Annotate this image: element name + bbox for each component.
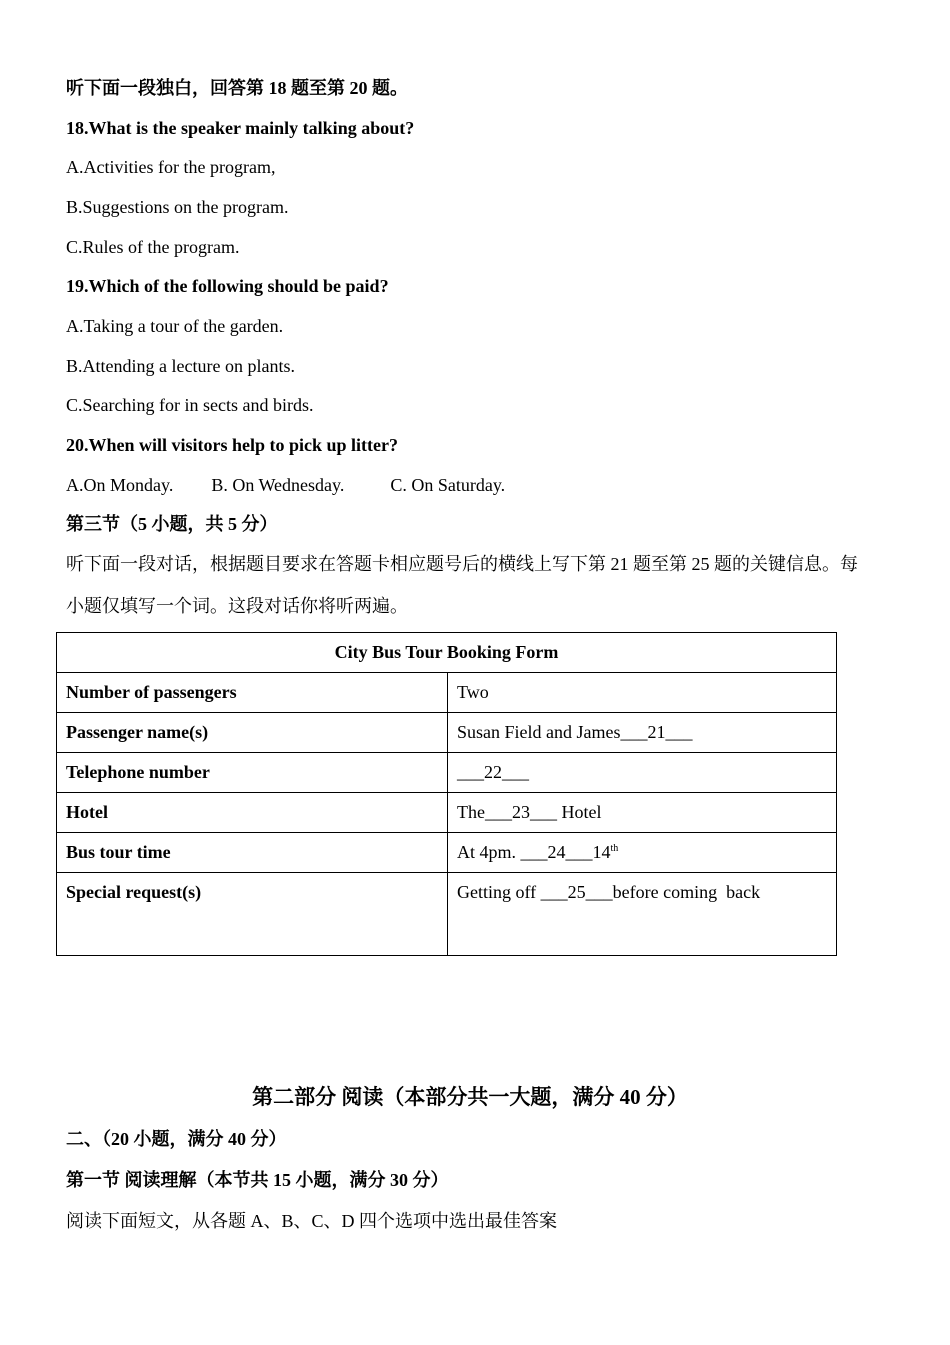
row-value-blank-21[interactable]: Susan Field and James___21___ <box>448 713 837 753</box>
table-row <box>57 713 837 753</box>
section-3-heading: 第三节（5 小题，共 5 分） <box>66 514 278 534</box>
booking-form-table <box>56 632 837 956</box>
bus-tour-time-text: At 4pm. ___24___14 <box>457 842 611 862</box>
question-18-option-b[interactable]: B.Suggestions on the program. <box>66 197 289 217</box>
ordinal-suffix: th <box>610 843 619 854</box>
table-row <box>57 753 837 793</box>
reading-instruction: 阅读下面短文，从各题 A、B、C、D 四个选项中选出最佳答案 <box>66 1211 558 1231</box>
booking-form-title: City Bus Tour Booking Form <box>57 633 837 673</box>
row-label: Number of passengers <box>57 673 448 713</box>
row-label: Special request(s) <box>57 873 448 956</box>
question-19-option-c[interactable]: C.Searching for in sects and birds. <box>66 395 314 415</box>
row-label: Bus tour time <box>57 833 448 873</box>
question-20-option-c[interactable]: C. On Saturday. <box>390 475 506 495</box>
table-row <box>57 673 837 713</box>
question-20-option-a[interactable]: A.On Monday. <box>66 475 174 495</box>
row-value-blank-24[interactable] <box>448 833 837 873</box>
row-value-blank-25[interactable]: Getting off ___25___before coming back <box>448 873 837 956</box>
question-20-stem: 20.When will visitors help to pick up litter? <box>66 435 399 455</box>
question-18-option-a[interactable]: A.Activities for the program, <box>66 157 276 177</box>
table-row <box>57 793 837 833</box>
question-19-stem: 19.Which of the following should be paid? <box>66 276 389 296</box>
section-3-instruction: 听下面一段对话，根据题目要求在答题卡相应题号后的横线上写下第 21 题至第 25 题的关键信息。每小题仅填写一个词。这段对话你将听两遍。 <box>66 554 858 616</box>
row-label: Telephone number <box>57 753 448 793</box>
question-20-options <box>66 473 505 497</box>
reading-subtitle: 二、（20 小题，满分 40 分） <box>66 1129 287 1149</box>
row-label: Passenger name(s) <box>57 713 448 753</box>
question-20-option-b[interactable]: B. On Wednesday. <box>211 475 345 495</box>
table-row <box>57 873 837 956</box>
question-18-option-c[interactable]: C.Rules of the program. <box>66 237 240 257</box>
row-value: Two <box>448 673 837 713</box>
question-19-option-a[interactable]: A.Taking a tour of the garden. <box>66 316 284 336</box>
table-row <box>57 833 837 873</box>
question-19-option-b[interactable]: B.Attending a lecture on plants. <box>66 356 295 376</box>
row-label: Hotel <box>57 793 448 833</box>
reading-part-title: 第二部分 阅读（本部分共一大题，满分 40 分） <box>252 1085 688 1109</box>
reading-section-title: 第一节 阅读理解（本节共 15 小题，满分 30 分） <box>66 1170 449 1190</box>
row-value-blank-23[interactable]: The___23___ Hotel <box>448 793 837 833</box>
instruction-monologue: 听下面一段独白，回答第 18 题至第 20 题。 <box>66 78 408 98</box>
row-value-blank-22[interactable]: ___22___ <box>448 753 837 793</box>
question-18-stem: 18.What is the speaker mainly talking about? <box>66 118 415 138</box>
